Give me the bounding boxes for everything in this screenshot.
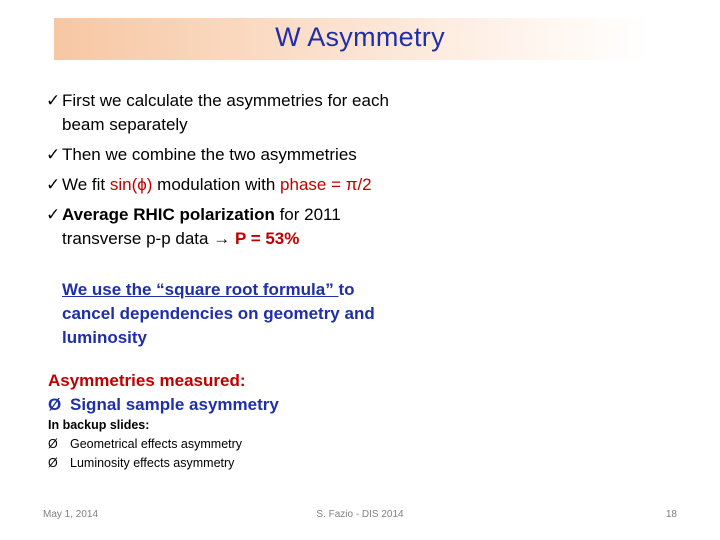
check-icon: ✓ xyxy=(46,145,61,164)
measured-item xyxy=(48,393,279,417)
arrow-bullet-icon: Ø xyxy=(48,437,58,451)
measured-item-text: Signal sample asymmetry xyxy=(70,395,279,414)
note-line-3: luminosity xyxy=(62,328,148,347)
backup-item-text: Geometrical effects asymmetry xyxy=(70,437,243,451)
bullet-4-rest: for 2011 xyxy=(274,205,341,224)
bullet-1-continuation: beam separately xyxy=(62,115,188,134)
bullet-item-2 xyxy=(46,140,389,170)
bullet-list xyxy=(46,86,389,254)
backup-item-text: Luminosity effects asymmetry xyxy=(70,456,235,470)
arrow-right-icon: → xyxy=(213,229,231,248)
measured-heading: Asymmetries measured: xyxy=(48,371,246,390)
backup-item xyxy=(48,454,242,473)
arrow-bullet-icon: Ø xyxy=(48,395,62,414)
bullet-4-continuation xyxy=(62,224,389,254)
slide-title: W Asymmetry xyxy=(275,22,445,52)
measured-section xyxy=(48,369,279,417)
backup-section xyxy=(48,416,242,473)
bullet-1-text: First we calculate the asymmetries for each xyxy=(62,91,389,110)
bullet-3-sin-phi: sin(ϕ) xyxy=(109,175,153,194)
bullet-3-text: We fit xyxy=(62,175,110,194)
square-root-note xyxy=(62,278,375,350)
bullet-item-3 xyxy=(46,170,389,200)
bullet-item-4 xyxy=(46,200,389,254)
backup-item xyxy=(48,435,242,454)
footer-author: S. Fazio - DIS 2014 xyxy=(316,509,404,520)
bullet-2-text: Then we combine the two asymmetries xyxy=(62,145,357,164)
slide-number: 18 xyxy=(665,509,677,520)
polarization-value: P = 53% xyxy=(234,229,300,248)
footer-date: May 1, 2014 xyxy=(43,509,99,520)
check-icon: ✓ xyxy=(46,91,61,110)
check-icon: ✓ xyxy=(46,205,61,224)
bullet-3-mid: modulation with xyxy=(152,175,281,194)
bullet-4-bold: Average RHIC polarization xyxy=(62,205,275,224)
arrow-bullet-icon: Ø xyxy=(48,456,58,470)
note-rest: to xyxy=(338,280,355,299)
note-underlined: We use the “square root formula” xyxy=(62,280,339,299)
check-icon: ✓ xyxy=(46,175,61,194)
bullet-3-phase: phase = π/2 xyxy=(280,175,372,194)
backup-heading: In backup slides: xyxy=(48,418,150,432)
bullet-item-1 xyxy=(46,86,389,140)
note-line-2: cancel dependencies on geometry and xyxy=(62,304,375,323)
bullet-4-line2: transverse p-p data xyxy=(62,229,214,248)
